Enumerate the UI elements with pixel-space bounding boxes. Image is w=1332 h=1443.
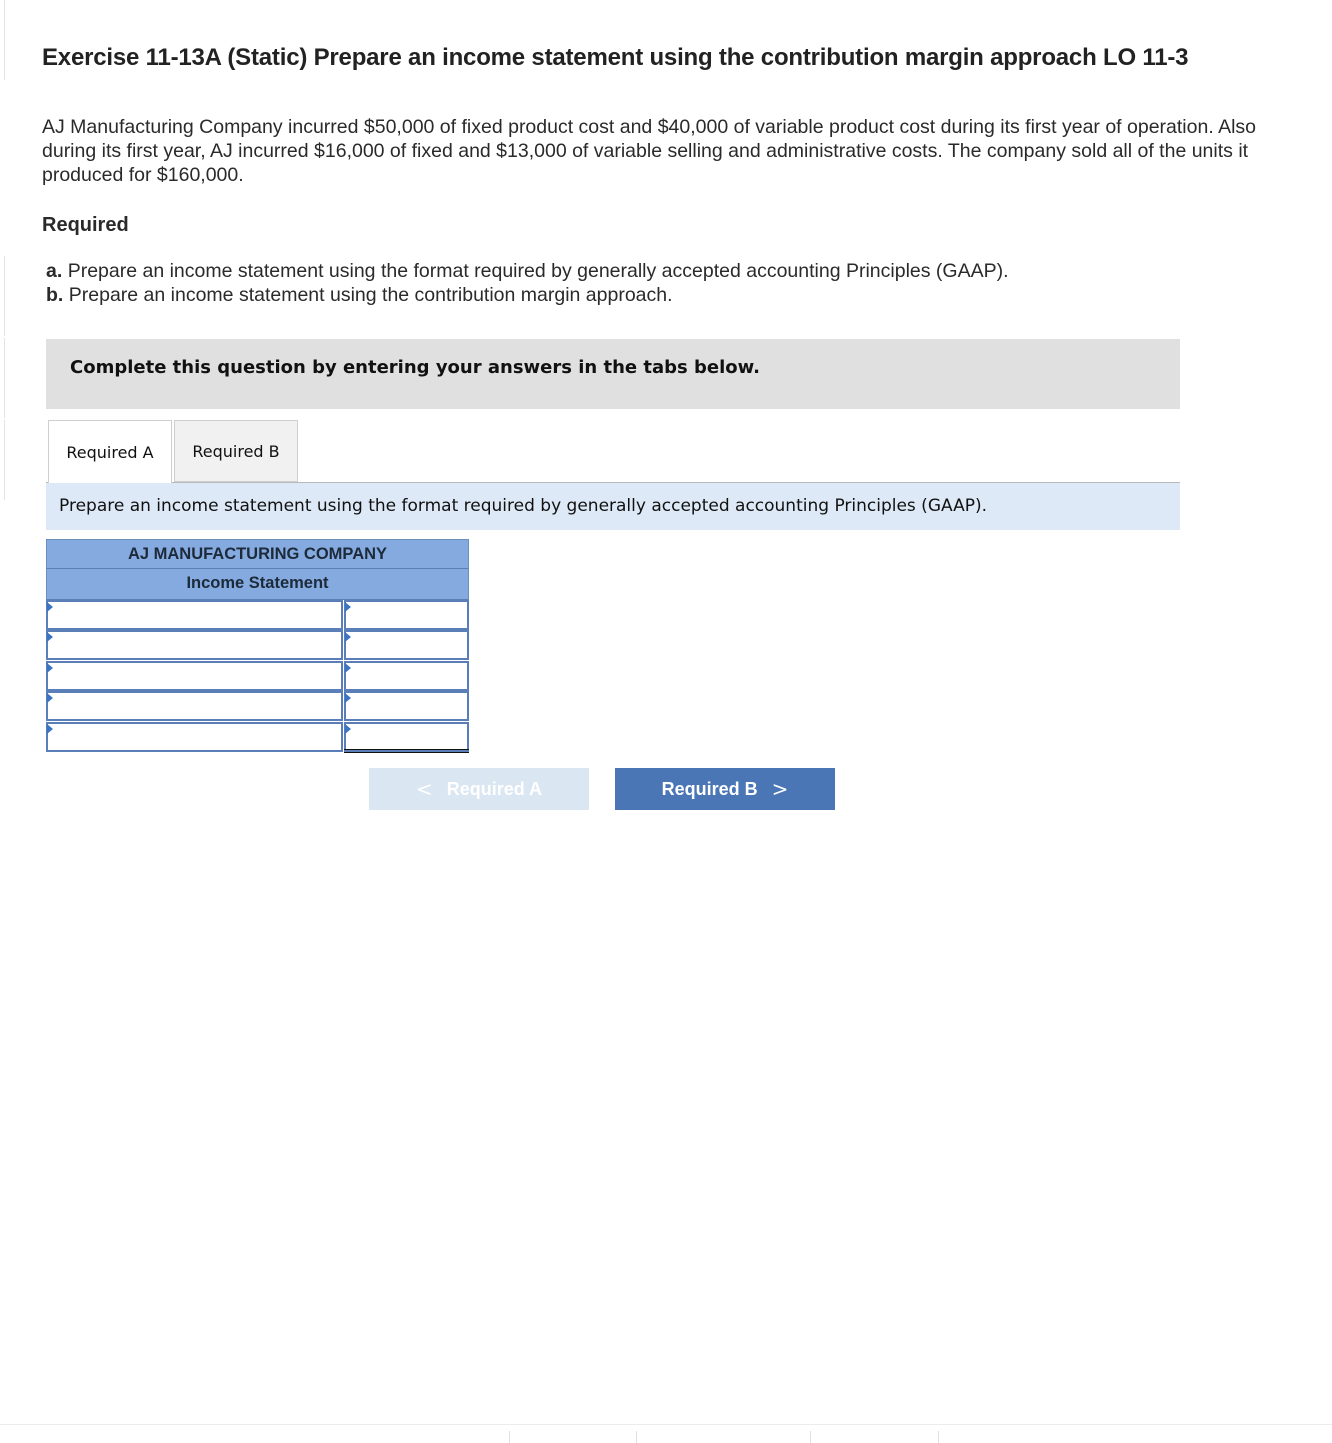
bottom-toolbar-strip <box>0 1424 1332 1443</box>
statement-company-name: AJ MANUFACTURING COMPANY <box>46 539 469 569</box>
dropdown-indicator-icon <box>47 602 53 612</box>
previous-button-label: Required A <box>446 778 543 799</box>
chevron-left-icon: < <box>415 777 433 801</box>
dropdown-indicator-icon <box>47 632 53 642</box>
statement-label-input[interactable] <box>46 691 343 721</box>
dropdown-indicator-icon <box>47 693 53 703</box>
exercise-intro: AJ Manufacturing Company incurred $50,000 of fixed product cost and $40,000 of variable product cost during its first year of operation. Also during its first year, AJ incurred $16,000 of fixed and $13,000 of variable selling and administrative costs. The company sold all of the units it produced for $160,000. <box>42 116 1257 186</box>
dropdown-indicator-icon <box>345 663 351 673</box>
required-heading: Required <box>42 214 129 236</box>
instruction-text: Complete this question by entering your answers in the tabs below. <box>70 357 760 378</box>
required-list <box>46 259 1009 307</box>
dropdown-indicator-icon <box>345 724 351 734</box>
tab-required-b[interactable]: Required B <box>174 420 298 482</box>
statement-row <box>46 600 469 630</box>
statement-row <box>46 661 469 691</box>
toolbar-divider <box>810 1431 811 1443</box>
required-item-b <box>46 283 1009 307</box>
statement-amount-input[interactable] <box>344 600 469 630</box>
statement-row <box>46 630 469 660</box>
statement-amount-input[interactable] <box>344 661 469 691</box>
required-item-text: Prepare an income statement using the format required by generally accepted accounting Principles (GAAP). <box>67 260 1009 282</box>
tab-prompt-text: Prepare an income statement using the format required by generally accepted accounting Principles (GAAP). <box>59 496 988 516</box>
left-edge-marker <box>0 420 5 500</box>
statement-row <box>46 691 469 721</box>
dropdown-indicator-icon <box>345 693 351 703</box>
required-item-prefix: a. <box>46 260 63 282</box>
statement-title: Income Statement <box>46 569 469 600</box>
toolbar-divider <box>509 1431 510 1443</box>
required-item-a <box>46 259 1009 283</box>
statement-row <box>46 722 469 752</box>
dropdown-indicator-icon <box>47 724 53 734</box>
statement-label-input[interactable] <box>46 600 343 630</box>
toolbar-divider <box>938 1431 939 1443</box>
income-statement-table <box>46 539 469 752</box>
required-item-text: Prepare an income statement using the contribution margin approach. <box>68 284 673 306</box>
previous-required-a-button <box>369 768 589 810</box>
next-button-label: Required B <box>661 778 758 799</box>
dropdown-indicator-icon <box>47 663 53 673</box>
next-required-b-button[interactable] <box>615 768 835 810</box>
required-item-prefix: b. <box>46 284 64 306</box>
left-edge-marker <box>0 338 5 418</box>
tab-required-a[interactable]: Required A <box>48 420 172 483</box>
statement-label-input[interactable] <box>46 661 343 691</box>
dropdown-indicator-icon <box>345 602 351 612</box>
chevron-right-icon: > <box>771 777 789 801</box>
statement-amount-input[interactable] <box>344 722 469 752</box>
instruction-box <box>46 339 1180 409</box>
total-double-underline <box>344 749 469 753</box>
statement-amount-input[interactable] <box>344 691 469 721</box>
exercise-title: Exercise 11-13A (Static) Prepare an income statement using the contribution margin approach LO 11-3 <box>42 44 1189 71</box>
statement-label-input[interactable] <box>46 630 343 660</box>
dropdown-indicator-icon <box>345 632 351 642</box>
statement-amount-input[interactable] <box>344 630 469 660</box>
left-edge-marker <box>0 256 5 336</box>
left-edge-marker <box>0 0 5 80</box>
toolbar-divider <box>636 1431 637 1443</box>
statement-label-input[interactable] <box>46 722 343 752</box>
tab-prompt <box>46 483 1180 530</box>
